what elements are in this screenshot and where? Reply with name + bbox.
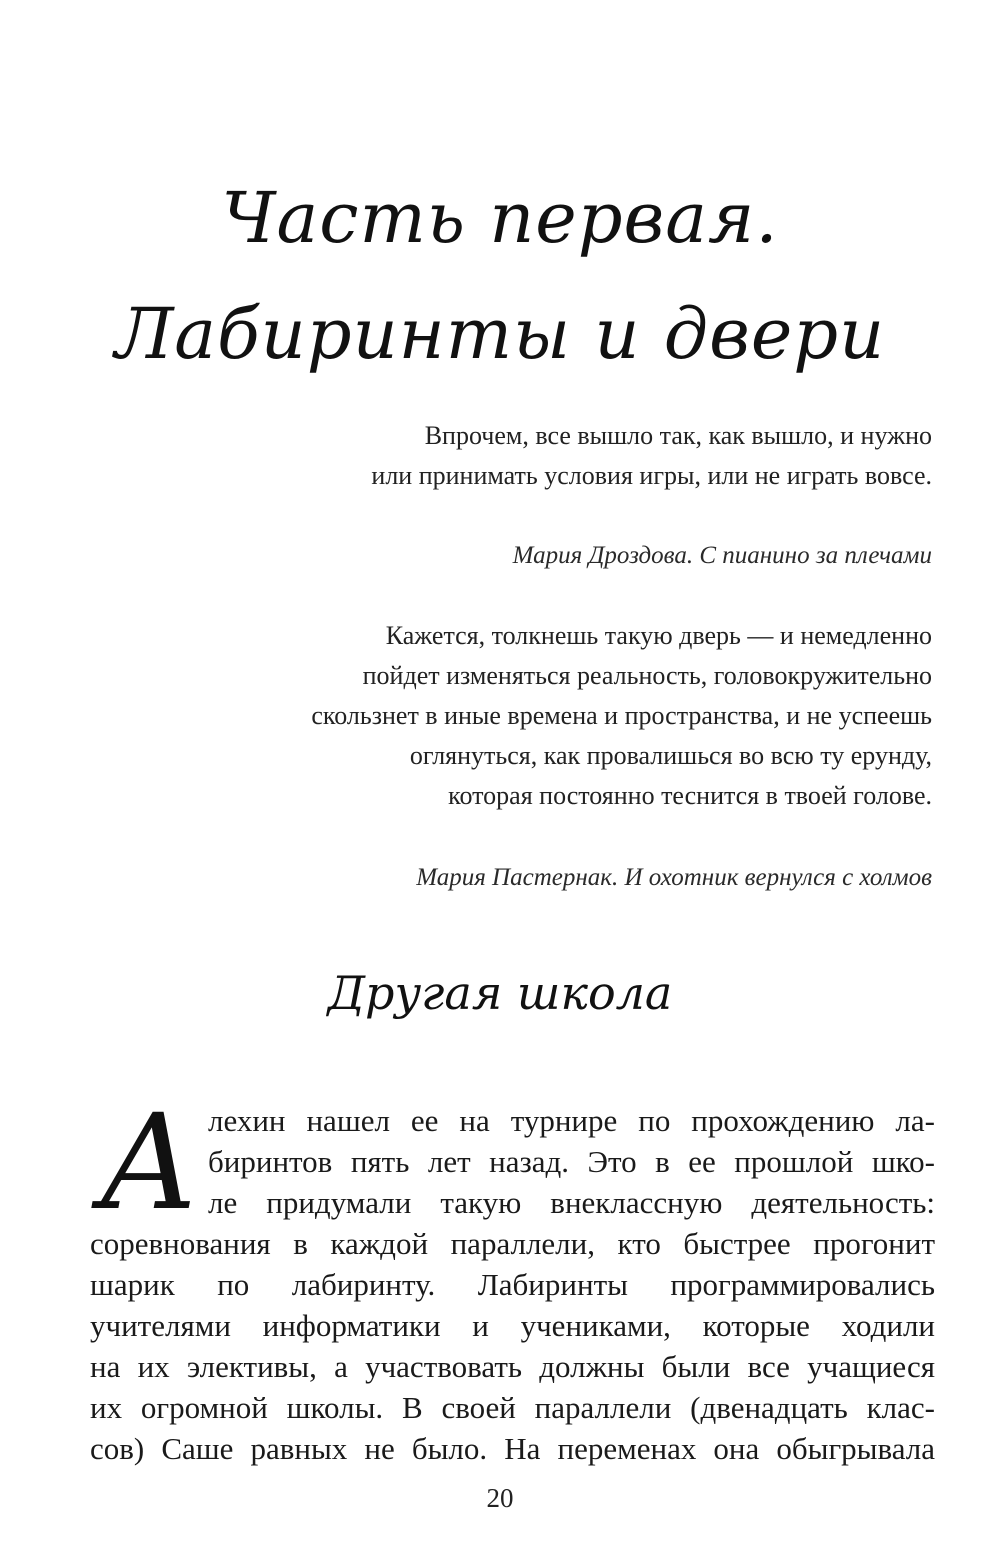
body-line: биринтов пять лет назад. Это в ее прошлой шко- [208,1144,935,1179]
chapter-title: Другая школа [327,966,673,1020]
body-line: ле придумали такую внеклассную деятельность: [208,1185,935,1220]
epigraph-line: Кажется, толкнешь такую дверь — и немедленно [385,621,932,650]
drop-cap: А [99,1086,199,1240]
body-line: их огромной школы. В своей параллели (двенадцать клас- [90,1390,935,1425]
body-line: учителями информатики и учениками, которые ходили [90,1308,935,1343]
body-text [90,1100,935,1469]
epigraph-line: оглянуться, как провалишься во всю ту ерунду, [409,741,932,770]
epigraph-1 [172,416,932,496]
part-title [90,160,910,392]
epigraph-line: скользнет в иные времена и пространства, и не успеешь [311,701,932,730]
epigraph-line: или принимать условия игры, или не играть вовсе. [371,461,932,490]
epigraph-2-attribution: Мария Пастернак. И охотник вернулся с холмов [416,864,932,891]
body-line: лехин нашел ее на турнире по прохождению ла- [208,1103,935,1138]
epigraph-line: Впрочем, все вышло так, как вышло, и нужно [424,421,932,450]
epigraph-line: которая постоянно теснится в твоей голове. [448,781,932,810]
page-number: 20 [486,1483,514,1513]
body-line: на их элективы, а участвовать должны были все учащиеся [90,1349,935,1384]
epigraph-2 [172,616,932,816]
epigraph-1-attribution: Мария Дроздова. С пианино за плечами [512,542,932,569]
part-title-line-2: Лабиринты и двери [114,293,886,375]
body-line: шарик по лабиринту. Лабиринты программировались [90,1267,935,1302]
body-line: соревнования в каждой параллели, кто быстрее прогонит [90,1226,935,1261]
body-line: сов) Саше равных не было. На переменах она обыгрывала [90,1431,935,1466]
part-title-line-1: Часть первая. [221,177,779,259]
epigraph-line: пойдет изменяться реальность, головокружительно [362,661,932,690]
